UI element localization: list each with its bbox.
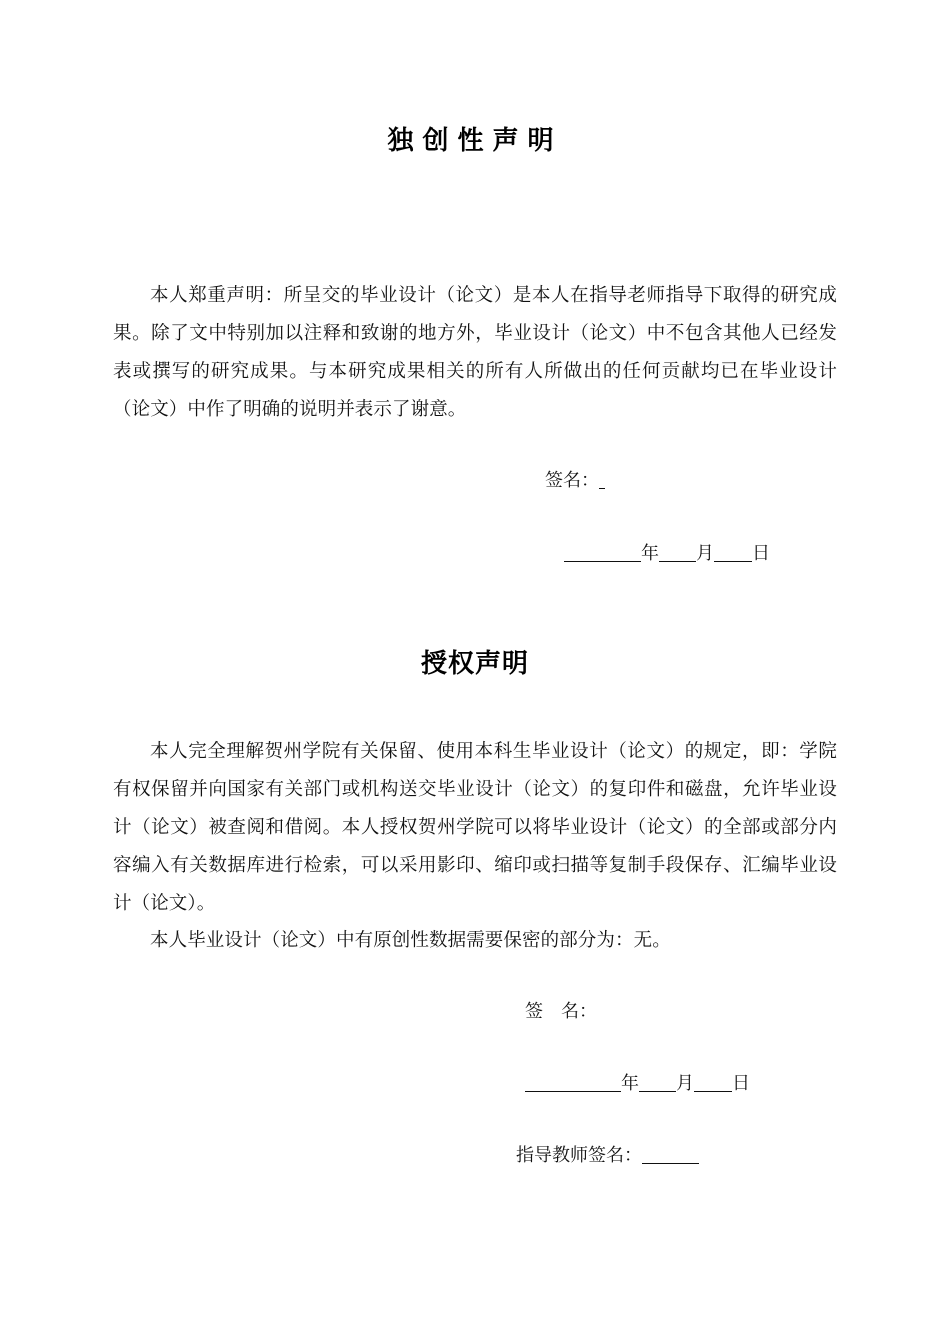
month-field[interactable] xyxy=(639,1073,676,1092)
authorization-title: 授权声明 xyxy=(420,649,529,679)
advisor-signature-line xyxy=(516,1141,699,1167)
month-label: 月 xyxy=(676,1073,694,1094)
signature-label: 签 名： xyxy=(525,1001,597,1022)
authorization-date-line xyxy=(525,1069,750,1095)
originality-date-line xyxy=(564,539,770,565)
confidential-paragraph: 本人毕业设计（论文）中有原创性数据需要保密的部分为：无。 xyxy=(150,930,671,951)
advisor-signature-field[interactable] xyxy=(642,1145,699,1164)
year-label: 年 xyxy=(641,543,659,564)
authorization-paragraph: 本人完全理解贺州学院有关保留、使用本科生毕业设计（论文）的规定，即：学院有权保留并向国家有关部门或机构送交毕业设计（论文）的复印件和磁盘，允许毕业设计（论文）被查阅和借阅。本人授权贺州学院可以将毕业设计（论文）的全部或部分内容编入有关数据库进行检索，可以采用影印、缩印或扫描等复制手段保存、汇编毕业设计（论文）。 xyxy=(113,741,837,914)
signature-field[interactable] xyxy=(599,470,605,489)
day-field[interactable] xyxy=(694,1073,732,1092)
year-field[interactable] xyxy=(525,1073,621,1092)
day-field[interactable] xyxy=(714,543,752,562)
originality-signature-line xyxy=(545,466,605,492)
year-label: 年 xyxy=(621,1073,639,1094)
year-field[interactable] xyxy=(564,543,641,562)
originality-paragraph: 本人郑重声明：所呈交的毕业设计（论文）是本人在指导老师指导下取得的研究成果。除了文中特别加以注释和致谢的地方外，毕业设计（论文）中不包含其他人已经发表或撰写的研究成果。与本研究成果相关的所有人所做出的任何贡献均已在毕业设计（论文）中作了明确的说明并表示了谢意。 xyxy=(113,285,837,420)
signature-label: 签名： xyxy=(545,470,599,491)
month-field[interactable] xyxy=(659,543,696,562)
month-label: 月 xyxy=(696,543,714,564)
authorization-signature-line xyxy=(525,997,597,1023)
originality-title: 独创性声明 xyxy=(387,126,563,156)
day-label: 日 xyxy=(732,1073,750,1094)
advisor-signature-label: 指导教师签名： xyxy=(516,1145,642,1166)
day-label: 日 xyxy=(752,543,770,564)
